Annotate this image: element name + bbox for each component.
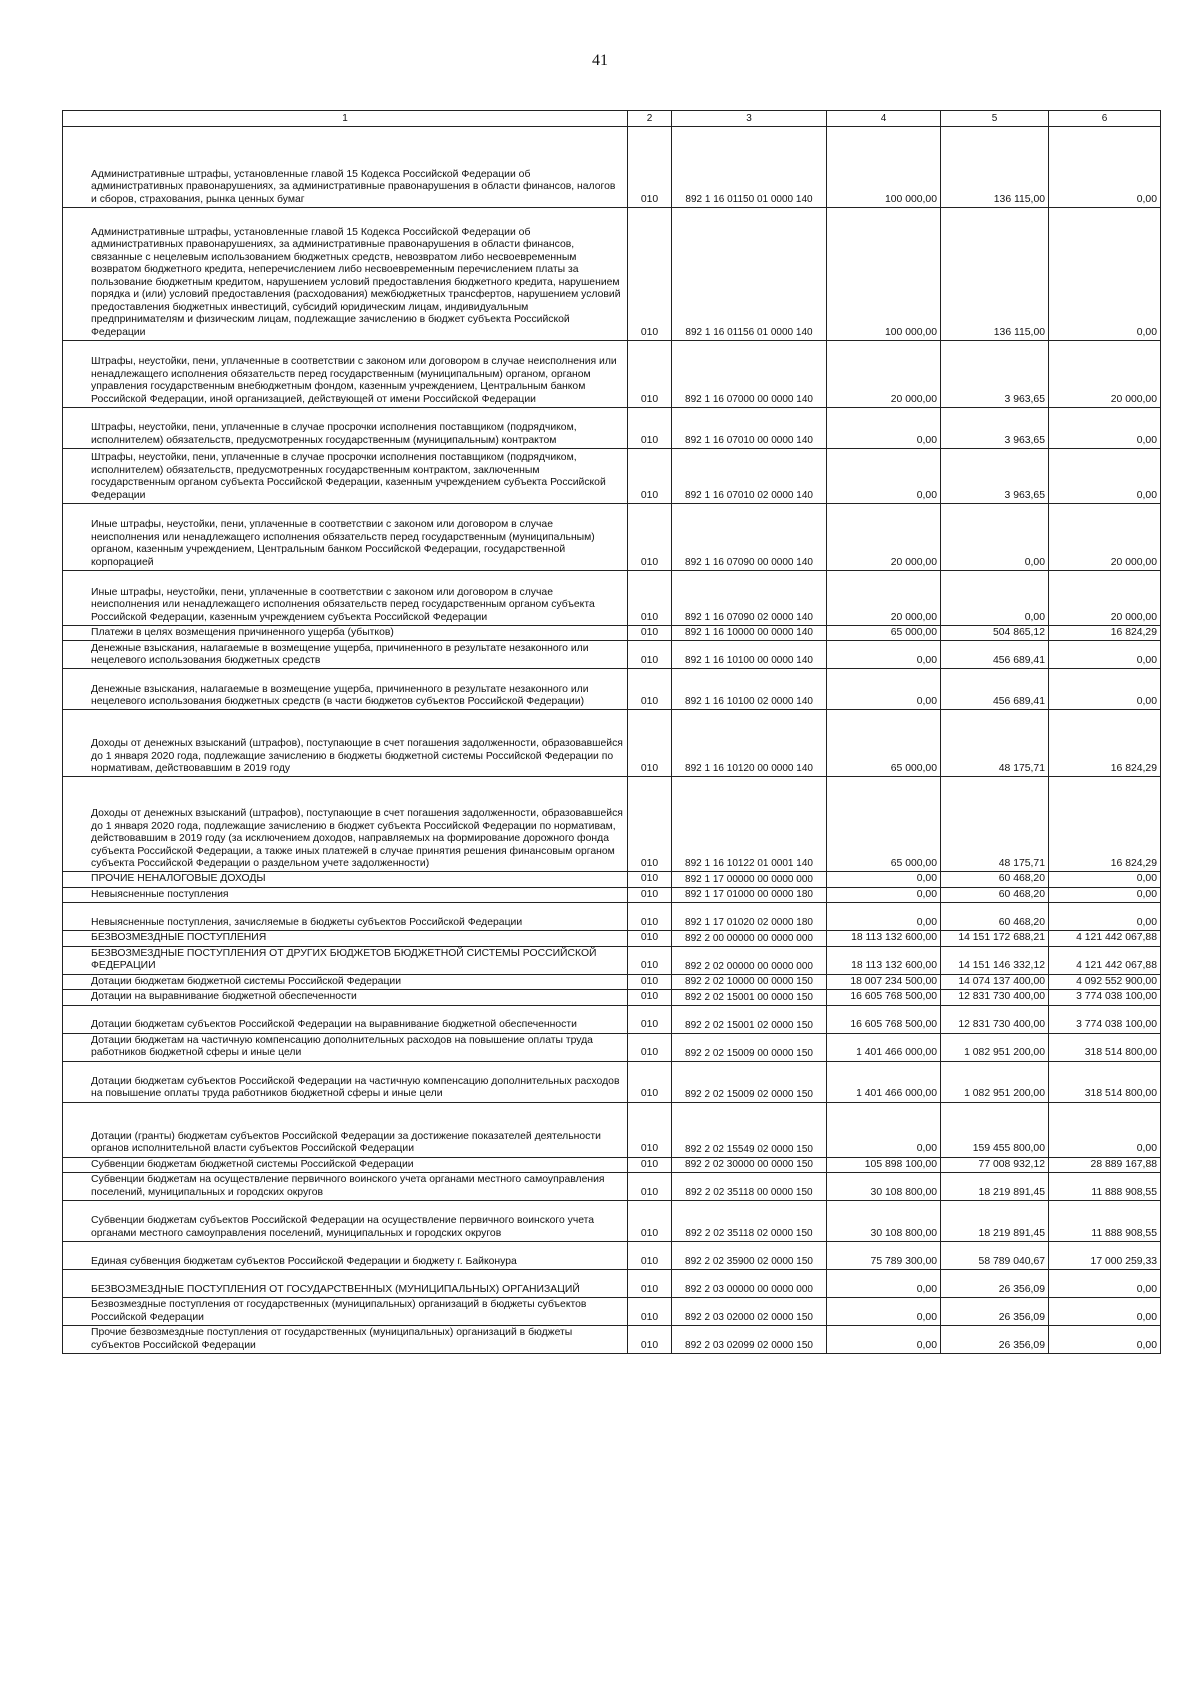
budget-classification-code: 892 1 16 07090 02 0000 140 — [672, 571, 827, 626]
executed-value: 1 082 951 200,00 — [941, 1033, 1049, 1061]
table-row — [63, 990, 1161, 1005]
budget-classification-code: 892 1 16 01150 01 0000 140 — [672, 127, 827, 208]
table-row — [63, 641, 1161, 669]
budget-classification-code: 892 1 17 01020 02 0000 180 — [672, 903, 827, 931]
row-code: 010 — [628, 1173, 672, 1201]
unexecuted-value: 0,00 — [1049, 1326, 1161, 1354]
approved-budget-value: 0,00 — [827, 408, 941, 449]
row-name: БЕЗВОЗМЕЗДНЫЕ ПОСТУПЛЕНИЯ ОТ ГОСУДАРСТВЕННЫХ (МУНИЦИПАЛЬНЫХ) ОРГАНИЗАЦИЙ — [63, 1270, 628, 1298]
unexecuted-value: 0,00 — [1049, 887, 1161, 902]
approved-budget-value: 65 000,00 — [827, 626, 941, 641]
row-code: 010 — [628, 408, 672, 449]
budget-classification-code: 892 2 02 35118 02 0000 150 — [672, 1201, 827, 1242]
row-code: 010 — [628, 1061, 672, 1102]
unexecuted-value: 0,00 — [1049, 669, 1161, 710]
row-name: Штрафы, неустойки, пени, уплаченные в случае просрочки исполнения поставщиком (подрядчиком, исполнителем) обязательств, предусмотренных государственным (муниципальным) контрактом — [63, 408, 628, 449]
approved-budget-value: 0,00 — [827, 1326, 941, 1354]
row-code: 010 — [628, 777, 672, 872]
row-code: 010 — [628, 341, 672, 408]
unexecuted-value: 3 774 038 100,00 — [1049, 1005, 1161, 1033]
budget-classification-code: 892 1 16 10122 01 0001 140 — [672, 777, 827, 872]
table-row — [63, 887, 1161, 902]
row-name: Субвенции бюджетам субъектов Российской Федерации на осуществление первичного воинского учета органами местного самоуправления поселений, муниципальных и городских округов — [63, 1201, 628, 1242]
column-header: 4 — [827, 111, 941, 127]
row-code: 010 — [628, 887, 672, 902]
row-name: Дотации бюджетам субъектов Российской Федерации на выравнивание бюджетной обеспеченности — [63, 1005, 628, 1033]
table-row — [63, 931, 1161, 946]
budget-classification-code: 892 2 02 30000 00 0000 150 — [672, 1157, 827, 1172]
table-row — [63, 341, 1161, 408]
table-row — [63, 127, 1161, 208]
table-row — [63, 1102, 1161, 1157]
table-row — [63, 777, 1161, 872]
unexecuted-value: 28 889 167,88 — [1049, 1157, 1161, 1172]
budget-classification-code: 892 2 02 35118 00 0000 150 — [672, 1173, 827, 1201]
unexecuted-value: 17 000 259,33 — [1049, 1242, 1161, 1270]
table-row — [63, 504, 1161, 571]
table-row — [63, 903, 1161, 931]
executed-value: 48 175,71 — [941, 710, 1049, 777]
budget-classification-code: 892 1 16 07010 02 0000 140 — [672, 449, 827, 504]
approved-budget-value: 16 605 768 500,00 — [827, 1005, 941, 1033]
table-row — [63, 946, 1161, 974]
row-name: Дотации бюджетам бюджетной системы Российской Федерации — [63, 974, 628, 989]
budget-classification-code: 892 2 00 00000 00 0000 000 — [672, 931, 827, 946]
budget-classification-code: 892 1 17 00000 00 0000 000 — [672, 872, 827, 887]
budget-classification-code: 892 2 02 15549 02 0000 150 — [672, 1102, 827, 1157]
executed-value: 456 689,41 — [941, 641, 1049, 669]
budget-classification-code: 892 2 02 35900 02 0000 150 — [672, 1242, 827, 1270]
row-code: 010 — [628, 626, 672, 641]
approved-budget-value: 0,00 — [827, 903, 941, 931]
row-name: БЕЗВОЗМЕЗДНЫЕ ПОСТУПЛЕНИЯ ОТ ДРУГИХ БЮДЖЕТОВ БЮДЖЕТНОЙ СИСТЕМЫ РОССИЙСКОЙ ФЕДЕРАЦИИ — [63, 946, 628, 974]
budget-classification-code: 892 2 02 15009 02 0000 150 — [672, 1061, 827, 1102]
unexecuted-value: 0,00 — [1049, 1270, 1161, 1298]
row-name: Денежные взыскания, налагаемые в возмещение ущерба, причиненного в результате незаконного или нецелевого использования бюджетных средств — [63, 641, 628, 669]
table-row — [63, 1242, 1161, 1270]
column-header: 1 — [63, 111, 628, 127]
unexecuted-value: 3 774 038 100,00 — [1049, 990, 1161, 1005]
approved-budget-value: 30 108 800,00 — [827, 1173, 941, 1201]
executed-value: 14 151 172 688,21 — [941, 931, 1049, 946]
executed-value: 26 356,09 — [941, 1298, 1049, 1326]
row-name: Иные штрафы, неустойки, пени, уплаченные в соответствии с законом или договором в случае неисполнения или ненадлежащего исполнения обязательств перед государственным органом субъекта Российской Федерации, казенным учреждением субъекта Российской Федерации — [63, 571, 628, 626]
table-row — [63, 872, 1161, 887]
row-code: 010 — [628, 946, 672, 974]
row-name: Дотации (гранты) бюджетам субъектов Российской Федерации за достижение показателей деятельности органов исполнительной власти субъектов Российской Федерации — [63, 1102, 628, 1157]
row-name: Субвенции бюджетам бюджетной системы Российской Федерации — [63, 1157, 628, 1172]
unexecuted-value: 318 514 800,00 — [1049, 1033, 1161, 1061]
row-name: Дотации на выравнивание бюджетной обеспеченности — [63, 990, 628, 1005]
unexecuted-value: 16 824,29 — [1049, 710, 1161, 777]
row-code: 010 — [628, 504, 672, 571]
unexecuted-value: 4 092 552 900,00 — [1049, 974, 1161, 989]
table-row — [63, 1033, 1161, 1061]
budget-classification-code: 892 2 02 00000 00 0000 000 — [672, 946, 827, 974]
approved-budget-value: 18 113 132 600,00 — [827, 946, 941, 974]
executed-value: 18 219 891,45 — [941, 1201, 1049, 1242]
row-name: Единая субвенция бюджетам субъектов Российской Федерации и бюджету г. Байконура — [63, 1242, 628, 1270]
executed-value: 12 831 730 400,00 — [941, 990, 1049, 1005]
budget-classification-code: 892 1 16 10000 00 0000 140 — [672, 626, 827, 641]
row-code: 010 — [628, 1157, 672, 1172]
row-code: 010 — [628, 710, 672, 777]
table-row — [63, 1157, 1161, 1172]
table-row — [63, 1005, 1161, 1033]
row-name: Доходы от денежных взысканий (штрафов), поступающие в счет погашения задолженности, образовавшейся до 1 января 2020 года, подлежащие зачислению в бюджеты бюджетной системы Российской Федерации по нормативам, действовавшим в 2019 году — [63, 710, 628, 777]
unexecuted-value: 20 000,00 — [1049, 571, 1161, 626]
unexecuted-value: 0,00 — [1049, 1102, 1161, 1157]
table-body — [63, 111, 1161, 1354]
row-code: 010 — [628, 641, 672, 669]
row-code: 010 — [628, 1270, 672, 1298]
table-row — [63, 571, 1161, 626]
unexecuted-value: 0,00 — [1049, 127, 1161, 208]
column-header: 5 — [941, 111, 1049, 127]
executed-value: 14 074 137 400,00 — [941, 974, 1049, 989]
unexecuted-value: 11 888 908,55 — [1049, 1173, 1161, 1201]
executed-value: 14 151 146 332,12 — [941, 946, 1049, 974]
table-row — [63, 1173, 1161, 1201]
executed-value: 136 115,00 — [941, 127, 1049, 208]
row-name: Иные штрафы, неустойки, пени, уплаченные в соответствии с законом или договором в случае неисполнения или ненадлежащего исполнения обязательств перед государственным (муниципальным) органом, казенным учреждением, Центральным банком Российской Федерации, государственной корпорацией — [63, 504, 628, 571]
budget-classification-code: 892 1 16 07010 00 0000 140 — [672, 408, 827, 449]
table-row — [63, 974, 1161, 989]
row-code: 010 — [628, 1298, 672, 1326]
approved-budget-value: 0,00 — [827, 669, 941, 710]
approved-budget-value: 105 898 100,00 — [827, 1157, 941, 1172]
row-name: Штрафы, неустойки, пени, уплаченные в соответствии с законом или договором в случае неисполнения или ненадлежащего исполнения обязательств перед государственным (муниципальным) органом, органом управления государственным внебюджетным фондом, казенным учреждением, Центральным банком Российской Федерации, иной организацией, действующей от имени Российской Федерации — [63, 341, 628, 408]
executed-value: 60 468,20 — [941, 872, 1049, 887]
approved-budget-value: 75 789 300,00 — [827, 1242, 941, 1270]
row-code: 010 — [628, 571, 672, 626]
budget-classification-code: 892 1 16 07090 00 0000 140 — [672, 504, 827, 571]
executed-value: 456 689,41 — [941, 669, 1049, 710]
table-row — [63, 208, 1161, 341]
row-name: Административные штрафы, установленные главой 15 Кодекса Российской Федерации об административных правонарушениях, за административные правонарушения в области финансов, налогов и сборов, страхования, рынка ценных бумаг — [63, 127, 628, 208]
column-header: 3 — [672, 111, 827, 127]
table-row — [63, 1270, 1161, 1298]
row-name: Невыясненные поступления — [63, 887, 628, 902]
row-name: Денежные взыскания, налагаемые в возмещение ущерба, причиненного в результате незаконного или нецелевого использования бюджетных средств (в части бюджетов субъектов Российской Федерации) — [63, 669, 628, 710]
unexecuted-value: 16 824,29 — [1049, 777, 1161, 872]
approved-budget-value: 0,00 — [827, 641, 941, 669]
table-row — [63, 1326, 1161, 1354]
approved-budget-value: 1 401 466 000,00 — [827, 1061, 941, 1102]
row-code: 010 — [628, 1201, 672, 1242]
unexecuted-value: 16 824,29 — [1049, 626, 1161, 641]
row-name: ПРОЧИЕ НЕНАЛОГОВЫЕ ДОХОДЫ — [63, 872, 628, 887]
table-row — [63, 669, 1161, 710]
unexecuted-value: 0,00 — [1049, 208, 1161, 341]
row-name: БЕЗВОЗМЕЗДНЫЕ ПОСТУПЛЕНИЯ — [63, 931, 628, 946]
unexecuted-value: 11 888 908,55 — [1049, 1201, 1161, 1242]
table-row — [63, 1298, 1161, 1326]
row-code: 010 — [628, 127, 672, 208]
row-code: 010 — [628, 1242, 672, 1270]
approved-budget-value: 18 113 132 600,00 — [827, 931, 941, 946]
table-row — [63, 626, 1161, 641]
row-code: 010 — [628, 449, 672, 504]
row-name: Дотации бюджетам субъектов Российской Федерации на частичную компенсацию дополнительных расходов на повышение оплаты труда работников бюджетной сферы и иные цели — [63, 1061, 628, 1102]
unexecuted-value: 4 121 442 067,88 — [1049, 946, 1161, 974]
table-row — [63, 1201, 1161, 1242]
row-name: Дотации бюджетам на частичную компенсацию дополнительных расходов на повышение оплаты труда работников бюджетной сферы и иные цели — [63, 1033, 628, 1061]
column-number-row — [63, 111, 1161, 127]
executed-value: 159 455 800,00 — [941, 1102, 1049, 1157]
approved-budget-value: 0,00 — [827, 872, 941, 887]
row-code: 010 — [628, 1033, 672, 1061]
table-row — [63, 710, 1161, 777]
row-code: 010 — [628, 872, 672, 887]
executed-value: 60 468,20 — [941, 887, 1049, 902]
row-code: 010 — [628, 931, 672, 946]
column-header: 2 — [628, 111, 672, 127]
row-code: 010 — [628, 1326, 672, 1354]
executed-value: 3 963,65 — [941, 341, 1049, 408]
executed-value: 18 219 891,45 — [941, 1173, 1049, 1201]
row-code: 010 — [628, 990, 672, 1005]
unexecuted-value: 0,00 — [1049, 641, 1161, 669]
executed-value: 3 963,65 — [941, 408, 1049, 449]
budget-classification-code: 892 1 16 10100 02 0000 140 — [672, 669, 827, 710]
unexecuted-value: 0,00 — [1049, 872, 1161, 887]
executed-value: 0,00 — [941, 571, 1049, 626]
executed-value: 136 115,00 — [941, 208, 1049, 341]
budget-classification-code: 892 1 16 10100 00 0000 140 — [672, 641, 827, 669]
executed-value: 58 789 040,67 — [941, 1242, 1049, 1270]
budget-classification-code: 892 2 02 15001 02 0000 150 — [672, 1005, 827, 1033]
budget-execution-table — [62, 110, 1161, 1354]
budget-classification-code: 892 2 03 00000 00 0000 000 — [672, 1270, 827, 1298]
column-header: 6 — [1049, 111, 1161, 127]
unexecuted-value: 0,00 — [1049, 408, 1161, 449]
approved-budget-value: 0,00 — [827, 1102, 941, 1157]
unexecuted-value: 0,00 — [1049, 1298, 1161, 1326]
approved-budget-value: 20 000,00 — [827, 504, 941, 571]
row-code: 010 — [628, 669, 672, 710]
executed-value: 0,00 — [941, 504, 1049, 571]
budget-classification-code: 892 1 16 01156 01 0000 140 — [672, 208, 827, 341]
approved-budget-value: 1 401 466 000,00 — [827, 1033, 941, 1061]
approved-budget-value: 16 605 768 500,00 — [827, 990, 941, 1005]
budget-classification-code: 892 1 17 01000 00 0000 180 — [672, 887, 827, 902]
row-code: 010 — [628, 208, 672, 341]
row-name: Прочие безвозмездные поступления от государственных (муниципальных) организаций в бюджеты субъектов Российской Федерации — [63, 1326, 628, 1354]
page-number: 41 — [592, 52, 608, 69]
executed-value: 77 008 932,12 — [941, 1157, 1049, 1172]
budget-classification-code: 892 2 03 02000 02 0000 150 — [672, 1298, 827, 1326]
row-name: Доходы от денежных взысканий (штрафов), поступающие в счет погашения задолженности, образовавшейся до 1 января 2020 года, подлежащие зачислению в бюджет субъекта Российской Федерации по нормативам, действовавшим в 2019 году (за исключением доходов, направляемых на формирование дорожного фонда субъекта Российской Федерации, а также иных платежей в случае принятия решения финансовым органом субъекта Российской Федерации о раздельном учете задолженности) — [63, 777, 628, 872]
approved-budget-value: 0,00 — [827, 449, 941, 504]
budget-classification-code: 892 2 03 02099 02 0000 150 — [672, 1326, 827, 1354]
approved-budget-value: 100 000,00 — [827, 208, 941, 341]
row-code: 010 — [628, 1005, 672, 1033]
table-row — [63, 1061, 1161, 1102]
row-code: 010 — [628, 903, 672, 931]
executed-value: 1 082 951 200,00 — [941, 1061, 1049, 1102]
approved-budget-value: 0,00 — [827, 1270, 941, 1298]
approved-budget-value: 30 108 800,00 — [827, 1201, 941, 1242]
row-name: Штрафы, неустойки, пени, уплаченные в случае просрочки исполнения поставщиком (подрядчиком, исполнителем) обязательств, предусмотренных государственным контрактом, заключенным государственным органом субъекта Российской Федерации, казенным учреждением субъекта Российской Федерации — [63, 449, 628, 504]
approved-budget-value: 20 000,00 — [827, 341, 941, 408]
budget-classification-code: 892 2 02 15009 00 0000 150 — [672, 1033, 827, 1061]
table-row — [63, 449, 1161, 504]
approved-budget-value: 20 000,00 — [827, 571, 941, 626]
executed-value: 48 175,71 — [941, 777, 1049, 872]
table-row — [63, 408, 1161, 449]
approved-budget-value: 0,00 — [827, 1298, 941, 1326]
executed-value: 504 865,12 — [941, 626, 1049, 641]
executed-value: 26 356,09 — [941, 1326, 1049, 1354]
approved-budget-value: 65 000,00 — [827, 777, 941, 872]
approved-budget-value: 100 000,00 — [827, 127, 941, 208]
row-name: Невыясненные поступления, зачисляемые в бюджеты субъектов Российской Федерации — [63, 903, 628, 931]
row-name: Административные штрафы, установленные главой 15 Кодекса Российской Федерации об административных правонарушениях, за административные правонарушения в области финансов, связанные с нецелевым использованием бюджетных средств, невозвратом либо несвоевременным возвратом бюджетного кредита, неперечислением либо несвоевременным перечислением платы за пользование бюджетным кредитом, нарушением условий предоставления бюджетного кредита, нарушением порядка и (или) условий предоставления (расходования) межбюджетных трансфертов, нарушением условий предоставления бюджетных инвестиций, субсидий юридическим лицам, индивидуальным предпринимателям и физическим лицам, подлежащие зачислению в бюджет субъекта Российской Федерации — [63, 208, 628, 341]
row-code: 010 — [628, 974, 672, 989]
unexecuted-value: 4 121 442 067,88 — [1049, 931, 1161, 946]
executed-value: 60 468,20 — [941, 903, 1049, 931]
approved-budget-value: 0,00 — [827, 887, 941, 902]
unexecuted-value: 20 000,00 — [1049, 341, 1161, 408]
budget-classification-code: 892 1 16 10120 00 0000 140 — [672, 710, 827, 777]
row-code: 010 — [628, 1102, 672, 1157]
unexecuted-value: 0,00 — [1049, 903, 1161, 931]
row-name: Платежи в целях возмещения причиненного ущерба (убытков) — [63, 626, 628, 641]
unexecuted-value: 318 514 800,00 — [1049, 1061, 1161, 1102]
row-name: Безвозмездные поступления от государственных (муниципальных) организаций в бюджеты субъектов Российской Федерации — [63, 1298, 628, 1326]
approved-budget-value: 65 000,00 — [827, 710, 941, 777]
unexecuted-value: 0,00 — [1049, 449, 1161, 504]
unexecuted-value: 20 000,00 — [1049, 504, 1161, 571]
executed-value: 26 356,09 — [941, 1270, 1049, 1298]
budget-classification-code: 892 1 16 07000 00 0000 140 — [672, 341, 827, 408]
executed-value: 3 963,65 — [941, 449, 1049, 504]
approved-budget-value: 18 007 234 500,00 — [827, 974, 941, 989]
budget-classification-code: 892 2 02 15001 00 0000 150 — [672, 990, 827, 1005]
executed-value: 12 831 730 400,00 — [941, 1005, 1049, 1033]
budget-classification-code: 892 2 02 10000 00 0000 150 — [672, 974, 827, 989]
row-name: Субвенции бюджетам на осуществление первичного воинского учета органами местного самоуправления поселений, муниципальных и городских округов — [63, 1173, 628, 1201]
